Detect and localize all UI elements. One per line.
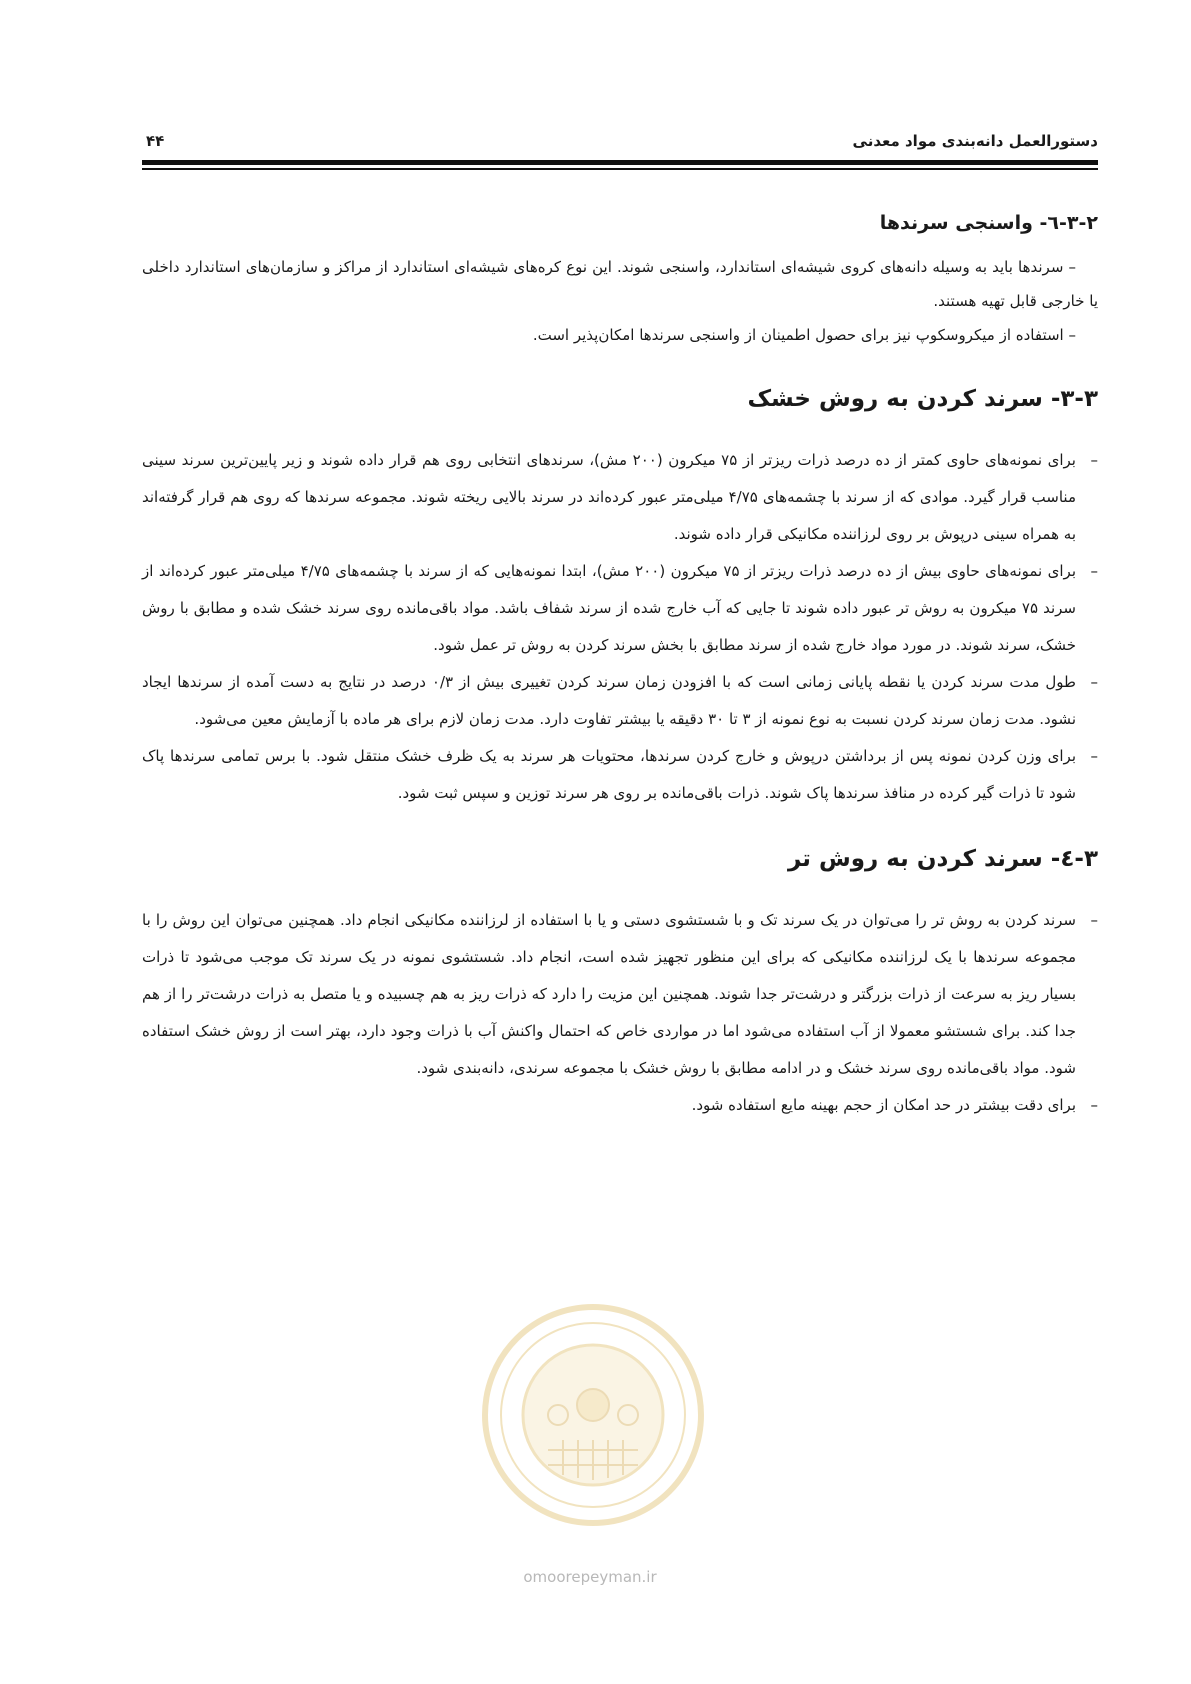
list-item <box>142 1087 1098 1124</box>
section-heading-calibration: ۳-۲-٦- واسنجی سرندها <box>879 212 1098 234</box>
list-item-text: سرند کردن به روش تر را می‌توان در یک سرند تک و با شستشوی دستی و یا با استفاده از لرزاننده مکانیکی انجام داد. همچنین می‌توان این روش را با مجموعه سرندها با یک لرزاننده مکانیکی که برای این منظور تجهیز شده است، انجام داد. شستشوی نمونه در یک سرند تک موجب می‌شود تا ذرات بسیار ریز به سرعت از ذرات بزرگتر و درشت‌تر جدا شوند. همچنین این مزیت را دارد که ذرات ریز به هم چسبیده و یا متصل به ذرات درشت‌تر را از هم جدا کند. برای شستشو معمولا از آب استفاده می‌شود اما در مواردی خاص که احتمال واکنش آب با ذرات وجود دارد، بهتر است از روش خشک استفاده شود. مواد باقی‌مانده روی سرند خشک و در ادامه مطابق با روش خشک با مجموعه سرندی، دانه‌بندی شود. <box>142 911 1076 1077</box>
list-item <box>142 738 1098 812</box>
list-item <box>142 553 1098 664</box>
paragraph: – سرندها باید به وسیله دانه‌های کروی شیشه‌ای استاندارد، واسنجی شوند. این نوع کره‌های شیشه‌ای استاندارد از مراکز و سازمان‌های استاندارد داخلی یا خارجی قابل تهیه هستند. <box>142 258 1098 310</box>
wet-sieving-list <box>142 902 1098 1124</box>
dash-marker: – <box>1090 562 1098 580</box>
list-item <box>142 442 1098 553</box>
header-rule-thin <box>142 168 1098 170</box>
dash-marker: – <box>1090 747 1098 765</box>
list-item-text: برای وزن کردن نمونه پس از برداشتن درپوش و خارج کردن سرندها، محتویات هر سرند به یک ظرف خشک منتقل شود. با برس تمامی سرندها پاک شود تا ذرات گیر کرده در منافذ سرندها پاک شوند. ذرات باقی‌مانده بر روی هر سرند توزین و سپس ثبت شود. <box>142 747 1076 802</box>
dry-sieving-list <box>142 442 1098 812</box>
page-body <box>142 208 1098 1124</box>
list-item <box>142 664 1098 738</box>
section-heading-wet-sieving: ۳-٤- سرند کردن به روش تر <box>788 846 1098 872</box>
dash-marker: – <box>1090 1096 1098 1114</box>
list-item-text: برای نمونه‌های حاوی بیش از ده درصد ذرات ریزتر از ۷۵ میکرون (۲۰۰ مش)، ابتدا نمونه‌هایی که از سرند با چشمه‌های ۴/۷۵ میلی‌متر عبور کرده‌اند از سرند ۷۵ میکرون به روش تر عبور داده شوند تا جایی که آب خارج شده از سرند شفاف باشد. مواد باقی‌مانده روی سرند خشک شده و مطابق با روش خشک، سرند شوند. در مورد مواد خارج شده از سرند مطابق با بخش سرند کردن به روش تر عمل شود. <box>142 562 1076 654</box>
watermark-seal-icon <box>478 1300 708 1530</box>
dash-marker: – <box>1090 911 1098 929</box>
watermark-site-text: omoorepeyman.ir <box>523 1568 657 1586</box>
list-item-text: برای نمونه‌های حاوی کمتر از ده درصد ذرات ریزتر از ۷۵ میکرون (۲۰۰ مش)، سرندهای انتخابی روی هم قرار داده شوند و زیر پایین‌ترین سرند سینی مناسب قرار گیرد. موادی که از سرند با چشمه‌های ۴/۷۵ میلی‌متر عبور کرده‌اند در سرند بالایی ریخته شوند. مجموعه سرندها که روی هم قرار گرفته‌اند به همراه سینی درپوش بر روی لرزاننده مکانیکی قرار داده شوند. <box>142 451 1076 543</box>
dash-marker: – <box>1090 673 1098 691</box>
dash-marker: – <box>1090 451 1098 469</box>
header-rule-thick <box>142 160 1098 165</box>
page-number: ۴۴ <box>146 132 165 150</box>
list-item-text: برای دقت بیشتر در حد امکان از حجم بهینه مایع استفاده شود. <box>691 1096 1076 1114</box>
paragraph: – استفاده از میکروسکوپ نیز برای حصول اطمینان از واسنجی سرندها امکان‌پذیر است. <box>532 326 1076 344</box>
section-heading-dry-sieving: ۳-۳- سرند کردن به روش خشک <box>747 386 1098 412</box>
list-item-text: طول مدت سرند کردن یا نقطه پایانی زمانی است که با افزودن زمان سرند کردن تغییری بیش از ۰/۳ درصد در نتایج به دست آمده از سرندها ایجاد نشود. مدت زمان سرند کردن نسبت به نوع نمونه از ۳ تا ۳۰ دقیقه یا بیشتر تفاوت دارد. مدت زمان لازم برای هر ماده با آزمایش معین می‌شود. <box>142 673 1076 728</box>
list-item <box>142 902 1098 1087</box>
header-title: دستورالعمل دانه‌بندی مواد معدنی <box>852 132 1098 150</box>
